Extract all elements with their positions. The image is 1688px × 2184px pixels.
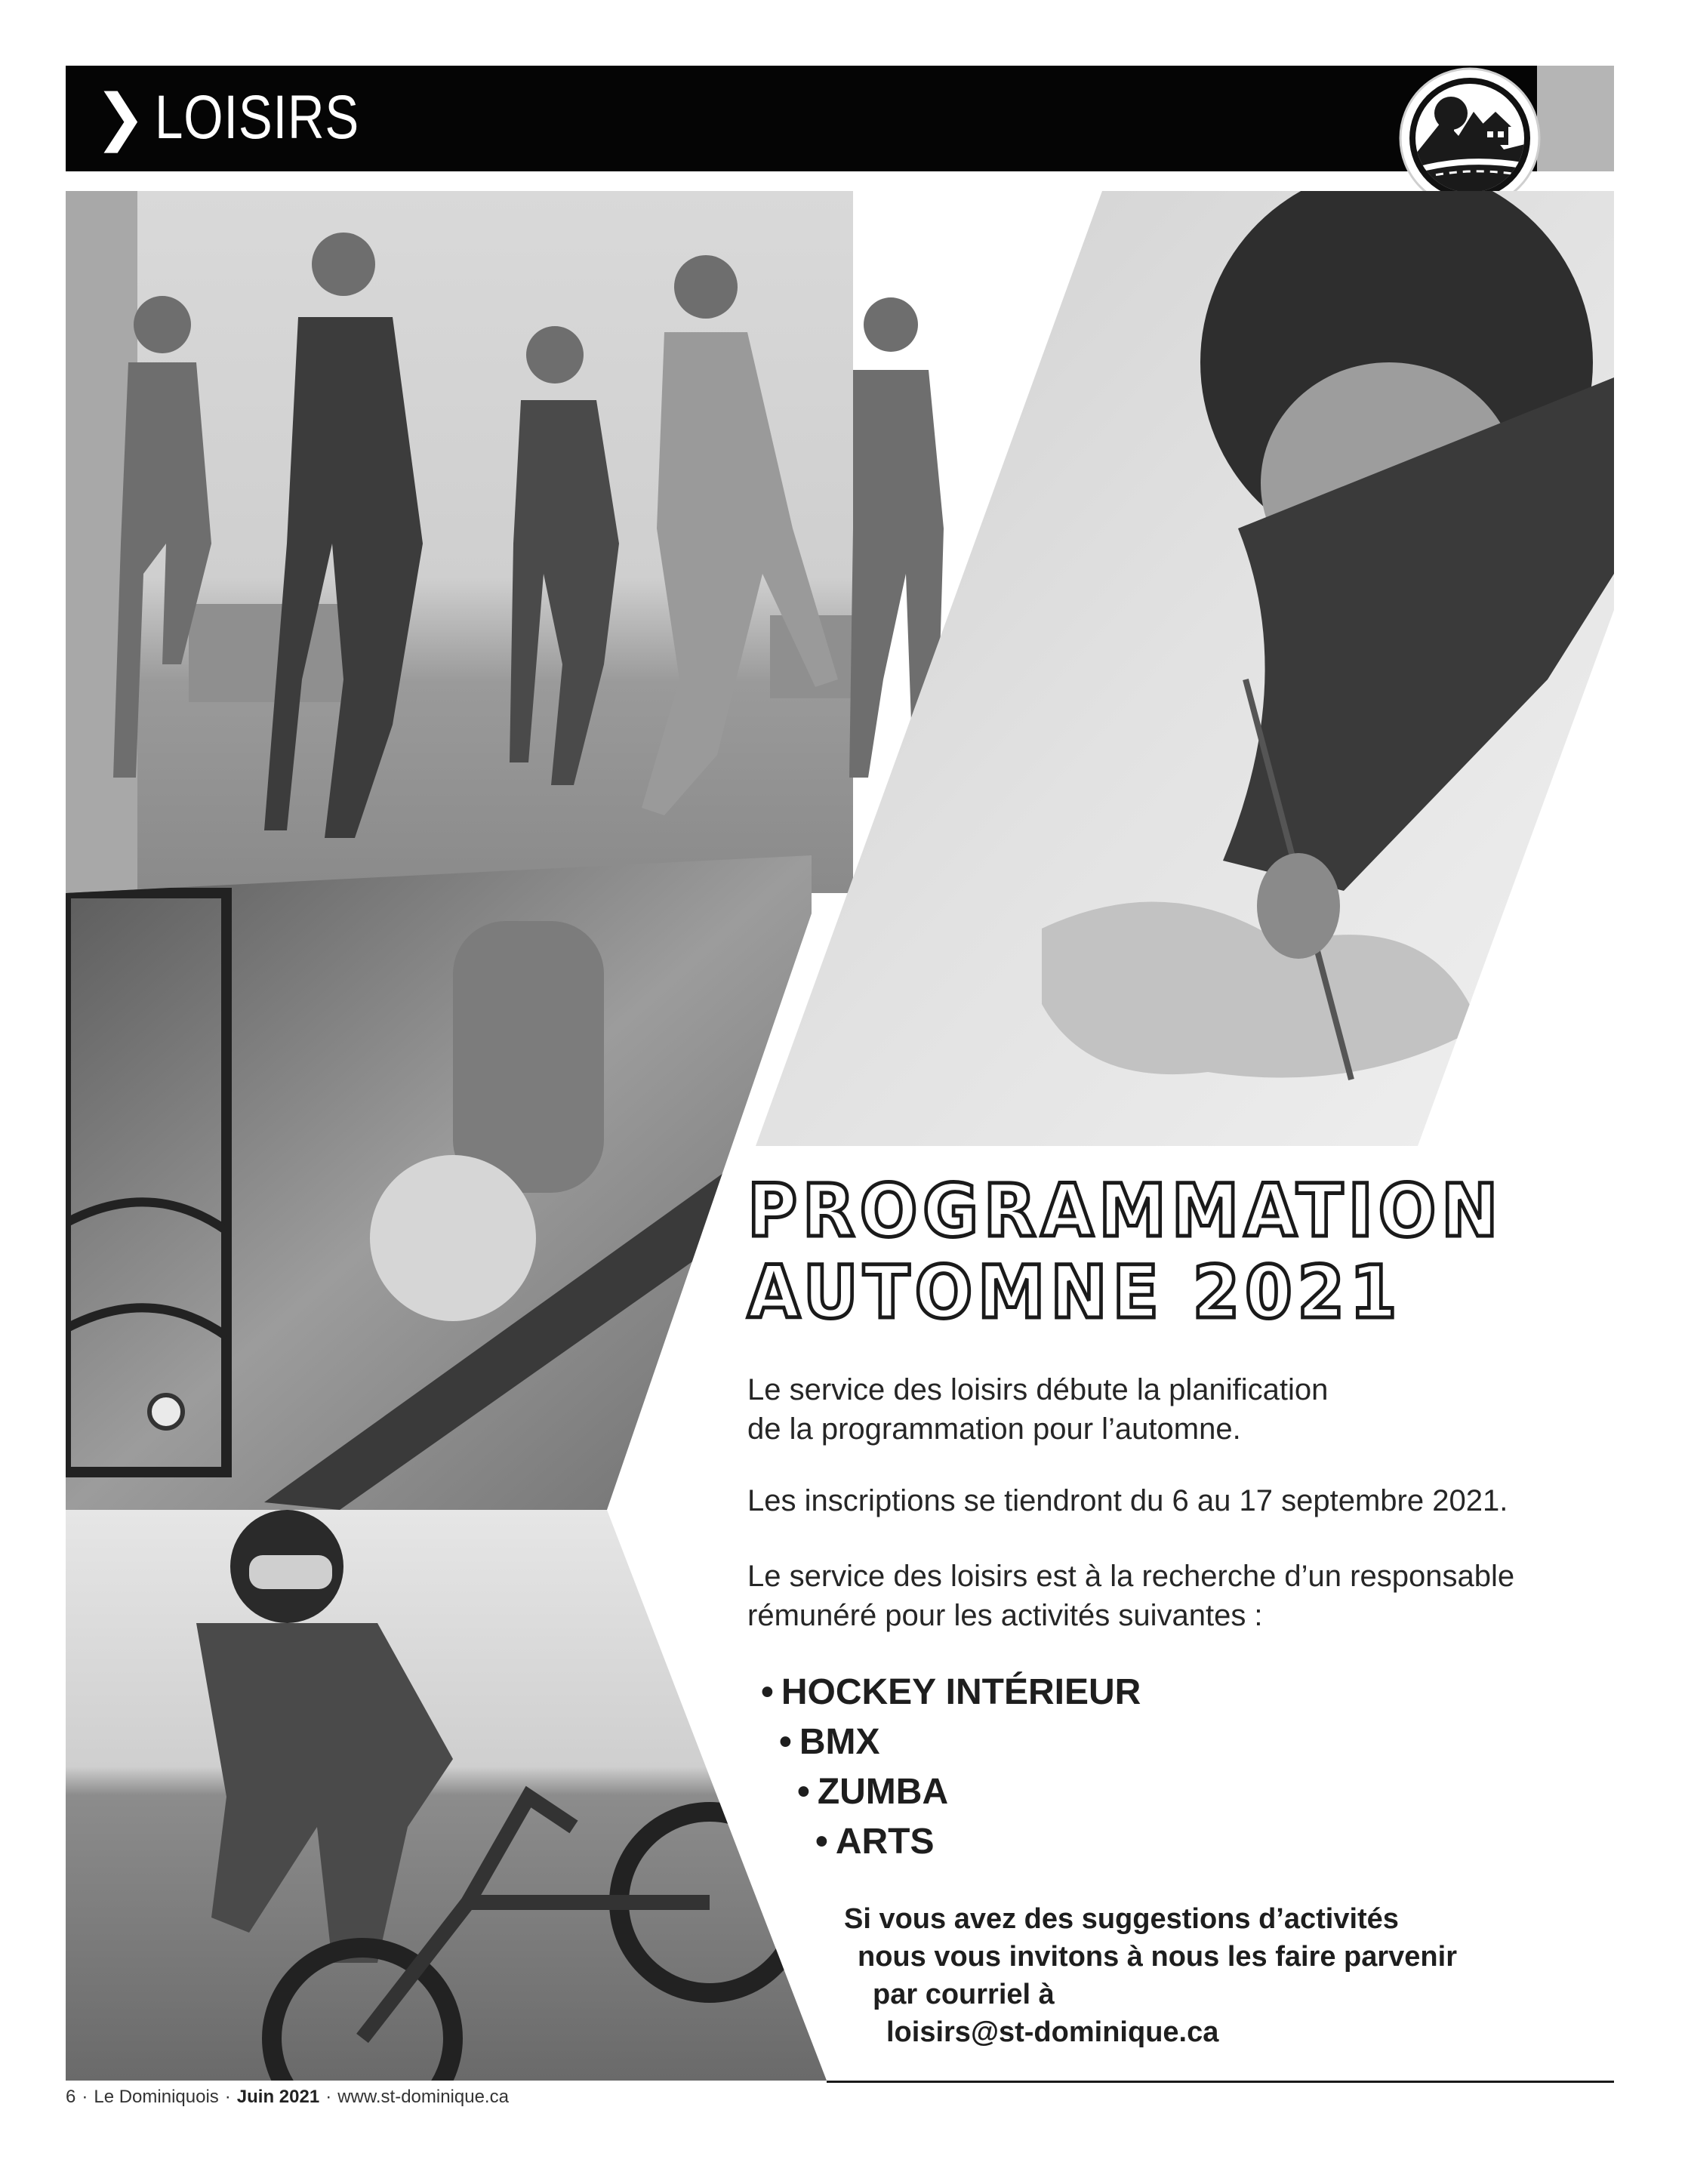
activity-label: ZUMBA: [817, 1772, 949, 1812]
website-link[interactable]: www.st-dominique.ca: [337, 2087, 509, 2107]
chevron-right-icon: ❯: [94, 82, 146, 153]
activity-label: HOCKEY INTÉRIEUR: [781, 1672, 1141, 1712]
list-item: [815, 1819, 934, 1865]
separator: ·: [82, 2087, 88, 2107]
activity-label: BMX: [799, 1722, 880, 1762]
footer-divider: [827, 2081, 1614, 2083]
list-item: [779, 1720, 879, 1765]
paragraph-line: rémunéré pour les activités suivantes :: [747, 1599, 1263, 1632]
hockey-photo: [66, 855, 812, 1510]
paragraph-registration: Les inscriptions se tiendront du 6 au 17 septembre 2021.: [747, 1484, 1508, 1517]
bullet-icon: •: [779, 1722, 792, 1762]
list-item: [797, 1770, 948, 1815]
bullet-icon: •: [761, 1672, 774, 1712]
bullet-icon: •: [815, 1822, 828, 1862]
paragraph-planning: [747, 1370, 1328, 1449]
suggestion-line: nous vous invitons à nous les faire parvenir: [858, 1941, 1457, 1973]
bullet-icon: •: [797, 1772, 810, 1812]
heading-line-2: AUTOMNE 2021: [747, 1250, 1403, 1335]
bmx-photo: [66, 1510, 827, 2129]
email-link[interactable]: loisirs@st-dominique.ca: [886, 2016, 1219, 2048]
article-heading: [747, 1170, 1503, 1333]
separator: ·: [325, 2087, 332, 2107]
section-title: LOISIRS: [155, 83, 360, 152]
list-item: [761, 1670, 1141, 1715]
zumba-photo: [66, 191, 944, 893]
heading-line-1: PROGRAMMATION: [747, 1169, 1504, 1253]
paragraph-line: Le service des loisirs débute la planification: [747, 1373, 1329, 1406]
suggestion-line: Si vous avez des suggestions d’activités: [844, 1903, 1399, 1935]
activity-label: ARTS: [835, 1822, 935, 1862]
separator: ·: [224, 2087, 231, 2107]
suggestion-line: par courriel à: [873, 1979, 1055, 2010]
page-number: 6: [66, 2087, 76, 2107]
paragraph-recruitment: [747, 1557, 1514, 1635]
paragraph-line: Le service des loisirs est à la recherche d’un responsable: [747, 1560, 1515, 1593]
issue-date: Juin 2021: [236, 2087, 320, 2107]
publication-name: Le Dominiquois: [94, 2087, 219, 2107]
paragraph-line: de la programmation pour l’automne.: [747, 1412, 1241, 1446]
page-footer: [66, 2087, 509, 2108]
